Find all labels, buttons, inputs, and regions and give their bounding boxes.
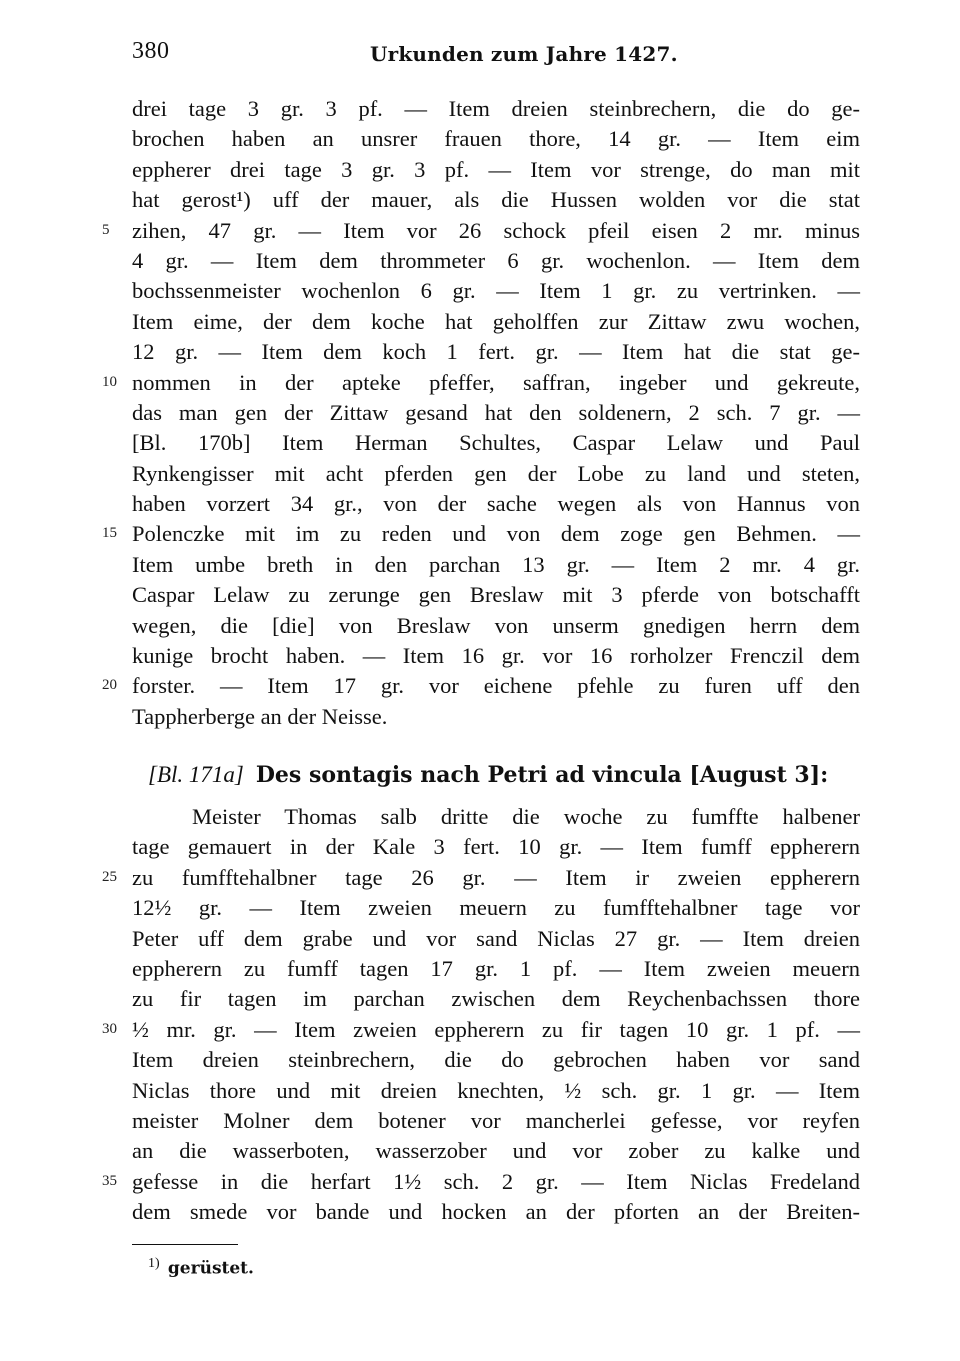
section-title: Des sontagis nach Petri ad vincula [August 3]:	[255, 762, 829, 788]
line-text: Item dreien steinbrechern, die do gebrochen haben vor sand	[132, 1047, 860, 1073]
text-line	[0, 216, 960, 246]
line-text: Tappherberge an der Neisse.	[132, 703, 388, 729]
text-line	[0, 924, 960, 954]
text-line	[0, 155, 960, 185]
text-line	[0, 580, 960, 610]
line-text: eppherer drei tage 3 gr. 3 pf. — Item vor strenge, do man mit	[132, 156, 860, 182]
body-text-block-2	[0, 802, 960, 1227]
text-line	[0, 307, 960, 337]
text-line	[0, 1136, 960, 1166]
line-text: meister Molner dem botener vor mancherlei gefesse, vor reyfen	[132, 1107, 860, 1133]
text-line	[0, 832, 960, 862]
text-line	[0, 276, 960, 306]
line-text: zu fumfftehalbner tage 26 gr. — Item ir zweien eppherern	[132, 864, 860, 890]
text-line	[0, 893, 960, 923]
line-text: haben vorzert 34 gr., von der sache wegen als von Hannus von	[132, 491, 860, 517]
line-text: kunige brocht haben. — Item 16 gr. vor 16 rorholzer Frenczil dem	[132, 643, 860, 669]
text-line	[0, 641, 960, 671]
line-text: das man gen der Zittaw gesand hat den soldenern, 2 sch. 7 gr. —	[132, 399, 860, 425]
text-line	[0, 863, 960, 893]
line-text: Niclas thore und mit dreien knechten, ½ sch. gr. 1 gr. — Item	[132, 1077, 860, 1103]
line-text: Polenczke mit im zu reden und von dem zoge gen Behmen. —	[132, 521, 860, 547]
line-number: 25	[102, 868, 117, 885]
text-line	[0, 1106, 960, 1136]
line-text: an die wasserboten, wasserzober und vor zober zu kalke und	[132, 1138, 860, 1164]
line-text: bochssenmeister wochenlon 6 gr. — Item 1 gr. zu vertrinken. —	[132, 278, 860, 304]
text-line	[0, 802, 960, 832]
line-text: 12½ gr. — Item zweien meuern zu fumfftehalbner tage vor	[132, 895, 860, 921]
text-line	[0, 702, 960, 732]
line-number: 10	[102, 373, 117, 390]
line-text: eppherern zu fumff tagen 17 gr. 1 pf. — Item zweien meuern	[132, 955, 860, 981]
line-text: Item eime, der dem koche hat geholffen zur Zittaw zwu wochen,	[132, 308, 860, 334]
text-line	[0, 550, 960, 580]
line-number: 35	[102, 1172, 117, 1189]
line-text: 12 gr. — Item dem koch 1 fert. gr. — Item hat die stat ge-	[132, 339, 860, 365]
running-title: Urkunden zum Jahre 1427.	[370, 42, 678, 66]
text-line	[0, 611, 960, 641]
footnote	[148, 1256, 254, 1279]
line-text: gefesse in die herfart 1½ sch. 2 gr. — Item Niclas Fredeland	[132, 1168, 860, 1194]
text-line	[0, 1015, 960, 1045]
folio-reference: [Bl. 171a]	[148, 762, 244, 787]
text-line	[0, 519, 960, 549]
page-number: 380	[132, 38, 170, 64]
text-line	[0, 398, 960, 428]
line-text: Peter uff dem grabe und vor sand Niclas 27 gr. — Item dreien	[132, 925, 860, 951]
line-text: nommen in der apteke pfeffer, saffran, ingeber und gekreute,	[132, 369, 860, 395]
line-text: Caspar Lelaw zu zerunge gen Breslaw mit 3 pferde von botschafft	[132, 582, 860, 608]
text-line	[0, 246, 960, 276]
line-text: 4 gr. — Item dem thrommeter 6 gr. wochenlon. — Item dem	[132, 247, 860, 273]
line-text: forster. — Item 17 gr. vor eichene pfehle zu furen uff den	[132, 673, 860, 699]
line-text: [Bl. 170b] Item Herman Schultes, Caspar Lelaw und Paul	[132, 430, 860, 456]
text-line	[0, 124, 960, 154]
line-text: hat gerost¹) uff der mauer, als die Hussen wolden vor die stat	[132, 187, 860, 213]
line-text: zu fir tagen im parchan zwischen dem Reychenbachssen thore	[132, 986, 860, 1012]
text-line	[0, 459, 960, 489]
line-text: dem smede vor bande und hocken an der pforten an der Breiten-	[132, 1199, 860, 1225]
line-text: brochen haben an unsrer frauen thore, 14 gr. — Item eim	[132, 126, 860, 152]
line-number: 30	[102, 1020, 117, 1037]
text-line	[0, 185, 960, 215]
line-text: zihen, 47 gr. — Item vor 26 schock pfeil eisen 2 mr. minus	[132, 217, 860, 243]
text-line	[0, 1197, 960, 1227]
line-number: 15	[102, 525, 117, 542]
text-line	[0, 1076, 960, 1106]
text-line	[0, 984, 960, 1014]
line-text: tage gemauert in der Kale 3 fert. 10 gr. — Item fumff eppherern	[132, 834, 860, 860]
text-line	[0, 337, 960, 367]
line-text: Item umbe breth in den parchan 13 gr. — Item 2 mr. 4 gr.	[132, 551, 860, 577]
footnote-rule	[132, 1244, 238, 1245]
page-header	[0, 38, 960, 72]
footnote-mark: 1)	[148, 1256, 160, 1271]
text-line	[0, 1167, 960, 1197]
footnote-text: gerüstet.	[167, 1258, 254, 1279]
text-line	[0, 94, 960, 124]
text-line	[0, 489, 960, 519]
line-text: drei tage 3 gr. 3 pf. — Item dreien steinbrechern, die do ge-	[132, 96, 860, 121]
text-line	[0, 428, 960, 458]
text-line	[0, 954, 960, 984]
text-line	[0, 671, 960, 701]
line-text: wegen, die [die] von Breslaw von unserm gnedigen herrn dem	[132, 612, 860, 638]
text-line	[0, 1045, 960, 1075]
text-line	[0, 368, 960, 398]
body-text-block-1	[0, 94, 960, 732]
line-text: Meister Thomas salb dritte die woche zu fumffte halbener	[192, 804, 860, 829]
line-text: Rynkengisser mit acht pferden gen der Lobe zu land und steten,	[132, 460, 860, 486]
line-text: ½ mr. gr. — Item zweien eppherern zu fir tagen 10 gr. 1 pf. —	[132, 1016, 860, 1042]
line-number: 5	[102, 221, 110, 238]
line-number: 20	[102, 677, 117, 694]
section-heading	[148, 762, 868, 798]
